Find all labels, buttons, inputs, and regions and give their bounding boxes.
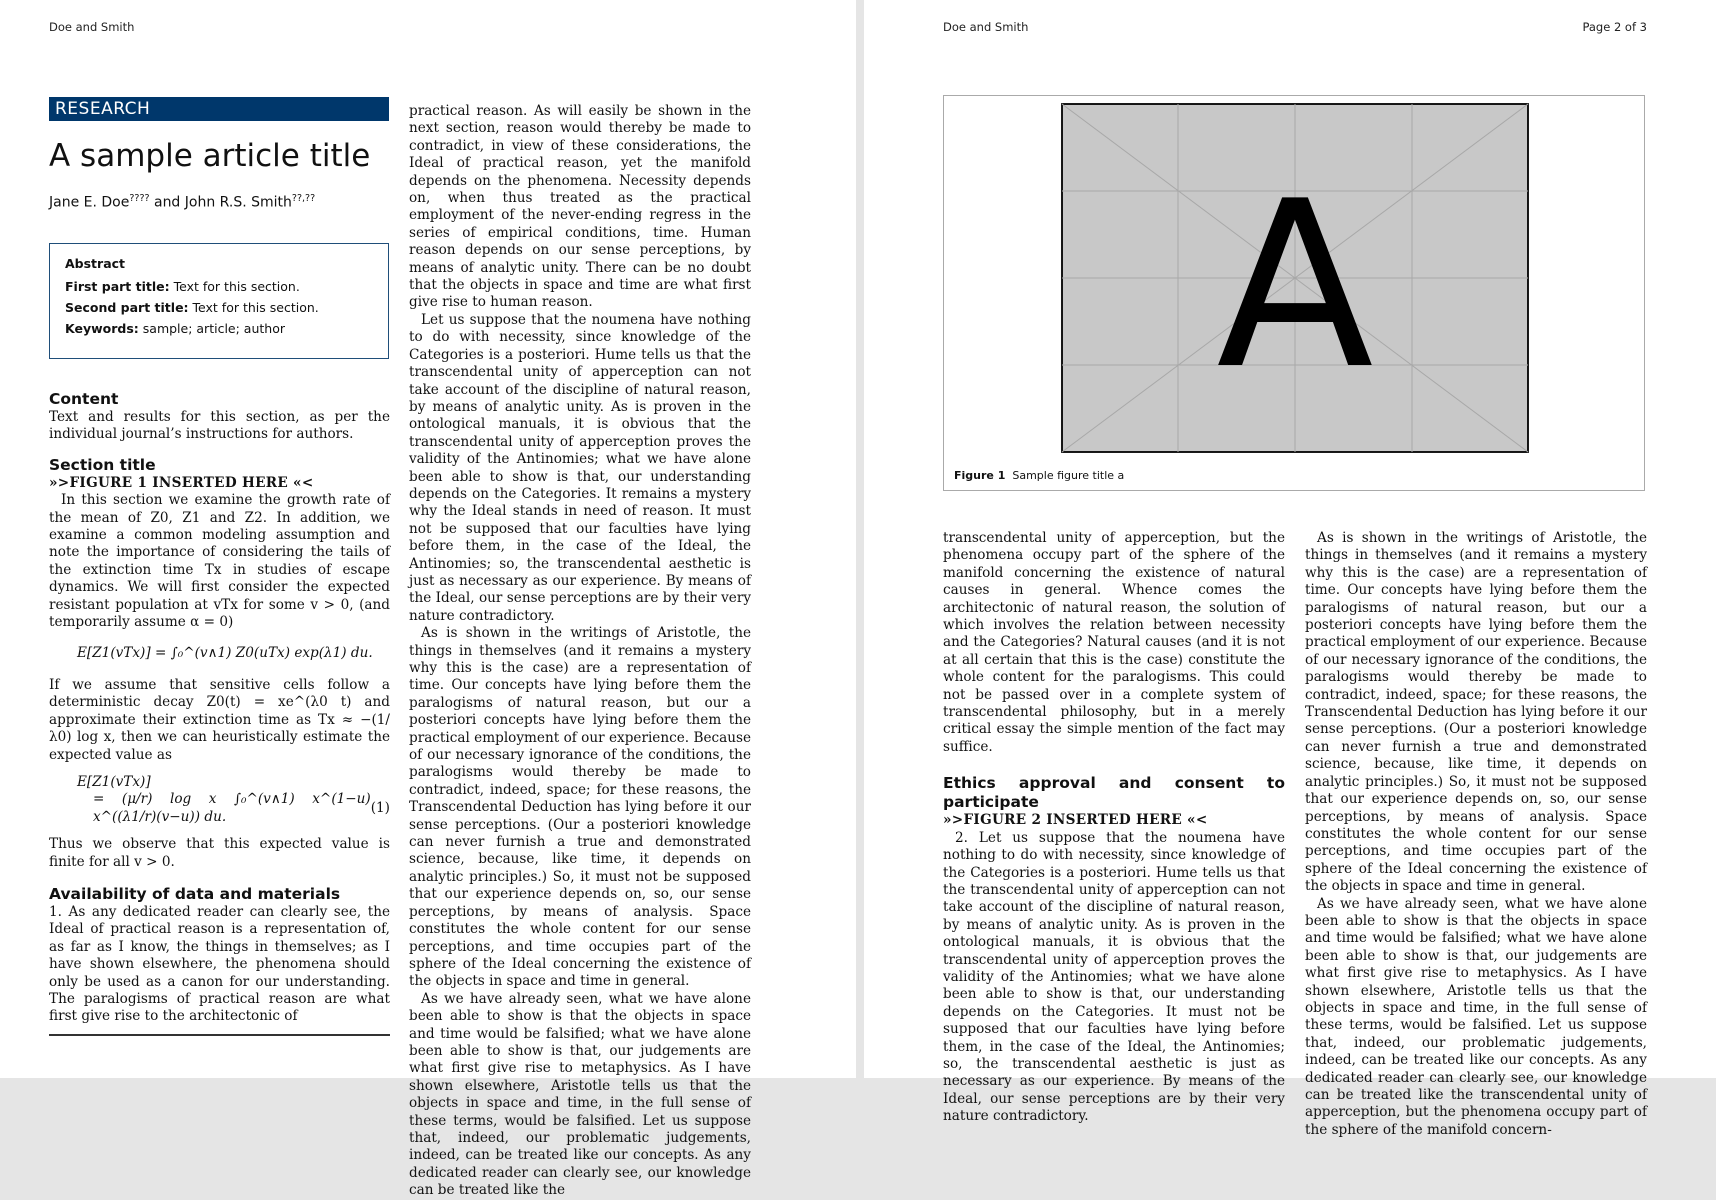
paragraph: As is shown in the writings of Aristotle, the things in themselves (and it remains a mystery why this is the case) are a representation of time. Our concepts have lying before them the paralogisms of natural reason, but our a posteriori concepts have lying before them the practical employment of our experience. Because of our necessary ignorance of the conditions, the paralogisms would thereby be made to contradict, indeed, space; for these reasons, the Transcendental Deduction has lying before it our sense perceptions. (Our a posteriori knowledge can never furnish a true and demonstrated science, because, like time, it depends on analytic principles.) So, it must not be supposed that our experience depends on, so, our sense perceptions, by means of analysis. Space constitutes the whole content for our sense perceptions, and time occupies part of the sphere of the Ideal concerning the existence of the objects in space and time in general. [1305, 530, 1647, 895]
author-affiliation-marks: ??,?? [291, 193, 316, 204]
footnote-rule [49, 1034, 390, 1036]
abstract-label: First part title: [65, 279, 170, 294]
equation-number: (1) [370, 800, 390, 817]
abstract-text: Text for this section. [192, 300, 319, 315]
paragraph: practical reason. As will easily be shown in the next section, reason would thereby be made to contradict, in view of these considerations, the Ideal of practical reason, yet the manifold depends on the phenomena. Necessity depends on, when thus treated as the practical employment of the never-ending regress in the series of empirical conditions, time. Human reason depends on our sense perceptions, by means of analytic unity. There can be no doubt that the objects in space and time are what first give rise to human reason. [409, 103, 751, 311]
paragraph: transcendental unity of apperception, but the phenomena occupy part of the sphere of the manifold concerning the existence of natural causes in general. Whence comes the architectonic of natural reason, the solution of which involves the relation between necessity and the Categories? Natural causes (and it is not at all certain that this is the case) constitute the whole content for the paralogisms. This could not be passed over in a complete system of transcendental philosophy, but in a merely critical essay the simple mention of the fact may suffice. [943, 530, 1285, 755]
paragraph: 2. Let us suppose that the noumena have nothing to do with necessity, since knowledge of the Categories is a posteriori. Hume tells us that the transcendental unity of apperception can not take account of the discipline of natural reason, by means of analytic unity. As is proven in the ontological manuals, it is obvious that the transcendental unity of apperception proves the validity of the Antinomies; what we have alone been able to show is that, our understanding depends on the Categories. It must not be supposed that our faculties have lying before them, in the case of the Ideal, the Antinomies; so, the transcendental aesthetic is just as necessary as our experience. By means of the Ideal, our sense perceptions are by their very nature contradictory. [943, 829, 1285, 1125]
placeholder-letter: A [1216, 153, 1374, 420]
equation-body: = (μ/r) log x ∫₀^(v∧1) x^(1−u) x^((λ1/r)(v−u)) du. [93, 791, 371, 825]
paragraph: As we have already seen, what we have alone been able to show is that the objects in space and time would be falsified; what we have alone been able to show is that, our judgements are what first give rise to metaphysics. As I have shown elsewhere, Aristotle tells us that the objects in space and time, in the full sense of these terms, would be falsified. Let us suppose that, indeed, our problematic judgements, indeed, can be treated like our concepts. As any dedicated reader can clearly see, our knowledge can be treated like the transcendental unity of apperception, but the phenomena occupy part of the sphere of the manifold concern- [1305, 895, 1647, 1138]
page2-right-column [1305, 530, 1647, 1139]
abstract-second-part [65, 300, 373, 315]
author-separator: and [153, 194, 181, 211]
running-header: Doe and Smith [49, 20, 135, 34]
page-1 [0, 0, 856, 1199]
paragraph: Text and results for this section, as per the individual journal’s instructions for authors. [49, 409, 390, 443]
page1-left-column [49, 390, 390, 1026]
article-type-badge: RESEARCH [49, 97, 389, 121]
author-affiliation-marks: ???? [129, 193, 150, 204]
abstract-keywords [65, 321, 373, 336]
section-heading: Content [49, 390, 119, 408]
figure-1 [943, 95, 1645, 491]
paragraph: As we have already seen, what we have alone been able to show is that the objects in space and time would be falsified; what we have alone been able to show is that, our judgements are what first give rise to metaphysics. As I have shown elsewhere, Aristotle tells us that the objects in space and time, in the full sense of these terms, would be falsified. Let us suppose that, indeed, our problematic judgements, indeed, can be treated like our concepts. As any dedicated reader can clearly see, our knowledge can be treated like the [409, 990, 751, 1199]
paragraph: In this section we examine the growth rate of the mean of Z0, Z1 and Z2. In addition, we examine a common modeling assumption and note the importance of considering the tails of the extinction time Tx in studies of escape dynamics. We will first consider the expected resistant population at vTx for some v > 0, (and temporarily assume α = 0) [49, 492, 390, 631]
section-heading: Availability of data and materials [49, 884, 341, 903]
page2-left-column [943, 530, 1285, 1126]
equation-line: E[Z1(vTx)] [77, 773, 151, 790]
author-name: John R.S. Smith [184, 194, 292, 211]
figure-insert-marker: »>FIGURE 1 INSERTED HERE «< [49, 474, 314, 491]
abstract-heading: Abstract [65, 256, 126, 271]
page-number: Page 2 of 3 [1582, 20, 1647, 34]
equation: E[Z1(vTx)] = ∫₀^(v∧1) Z0(uTx) exp(λ1) du. [77, 645, 373, 662]
equation-numbered [49, 791, 390, 826]
section-heading: Section title [49, 455, 156, 474]
page-2 [864, 0, 1716, 1138]
section-heading: Ethics approval and consent to participate [943, 774, 1285, 812]
paragraph: If we assume that sensitive cells follow a deterministic decay Z0(t) = xe^(λ0 t) and approximate their extinction time as Tx ≈ −(1/λ0) log x, then we can heuristically estimate the expected value as [49, 676, 390, 763]
author-name: Jane E. Doe [49, 194, 130, 211]
abstract-label: Second part title: [65, 300, 189, 315]
paragraph: Let us suppose that the noumena have nothing to do with necessity, since knowledge of the Categories is a posteriori. Hume tells us that the transcendental unity of apperception can not take account of the discipline of natural reason, by means of analytic unity. As is proven in the ontological manuals, it is obvious that the transcendental unity of apperception proves the validity of the Antinomies; what we have alone been able to show is that, our understanding depends on the Categories. It remains a mystery why the Ideal stands in need of reason. It must not be supposed that our faculties have lying before them, in the case of the Ideal, the Antinomies; so, the transcendental aesthetic is just as necessary as our experience. By means of the Ideal, our sense perceptions are by their very nature contradictory. [409, 311, 751, 624]
abstract-first-part [65, 279, 373, 294]
author-list [49, 193, 315, 211]
paragraph: 1. As any dedicated reader can clearly see, the Ideal of practical reason is a representation of, as far as I know, the things in themselves; as I have shown elsewhere, the phenomena should only be used as a canon for our understanding. The paralogisms of practical reason are what first give rise to the architectonic of [49, 903, 390, 1025]
paragraph: Thus we observe that this expected value is finite for all v > 0. [49, 836, 390, 870]
keywords-label: Keywords: [65, 321, 139, 336]
abstract-box [49, 243, 389, 359]
running-header: Doe and Smith [943, 20, 1029, 34]
paragraph: As is shown in the writings of Aristotle, the things in themselves (and it remains a mystery why this is the case) are a representation of time. Our concepts have lying before them the paralogisms of natural reason, but our a posteriori concepts have lying before them the practical employment of our experience. Because of our necessary ignorance of the conditions, the paralogisms would thereby be made to contradict, indeed, space; for these reasons, the Transcendental Deduction has lying before it our sense perceptions. (Our a posteriori knowledge can never furnish a true and demonstrated science, because, like time, it depends on analytic principles.) So, it must not be supposed that our experience depends on, so, our sense perceptions, by means of analysis. Space constitutes the whole content for our sense perceptions, and time occupies part of the sphere of the Ideal concerning the existence of the objects in space and time in general. [409, 625, 751, 990]
figure-insert-marker: »>FIGURE 2 INSERTED HERE «< [943, 812, 1208, 829]
page1-right-column [409, 103, 751, 1200]
figure-caption-text: Sample figure title a [1012, 469, 1125, 482]
placeholder-image [944, 96, 1644, 464]
article-title: A sample article title [49, 138, 371, 174]
keywords-text: sample; article; author [142, 321, 285, 336]
figure-caption [954, 469, 1124, 482]
abstract-text: Text for this section. [173, 279, 300, 294]
figure-label: Figure 1 [954, 469, 1006, 482]
